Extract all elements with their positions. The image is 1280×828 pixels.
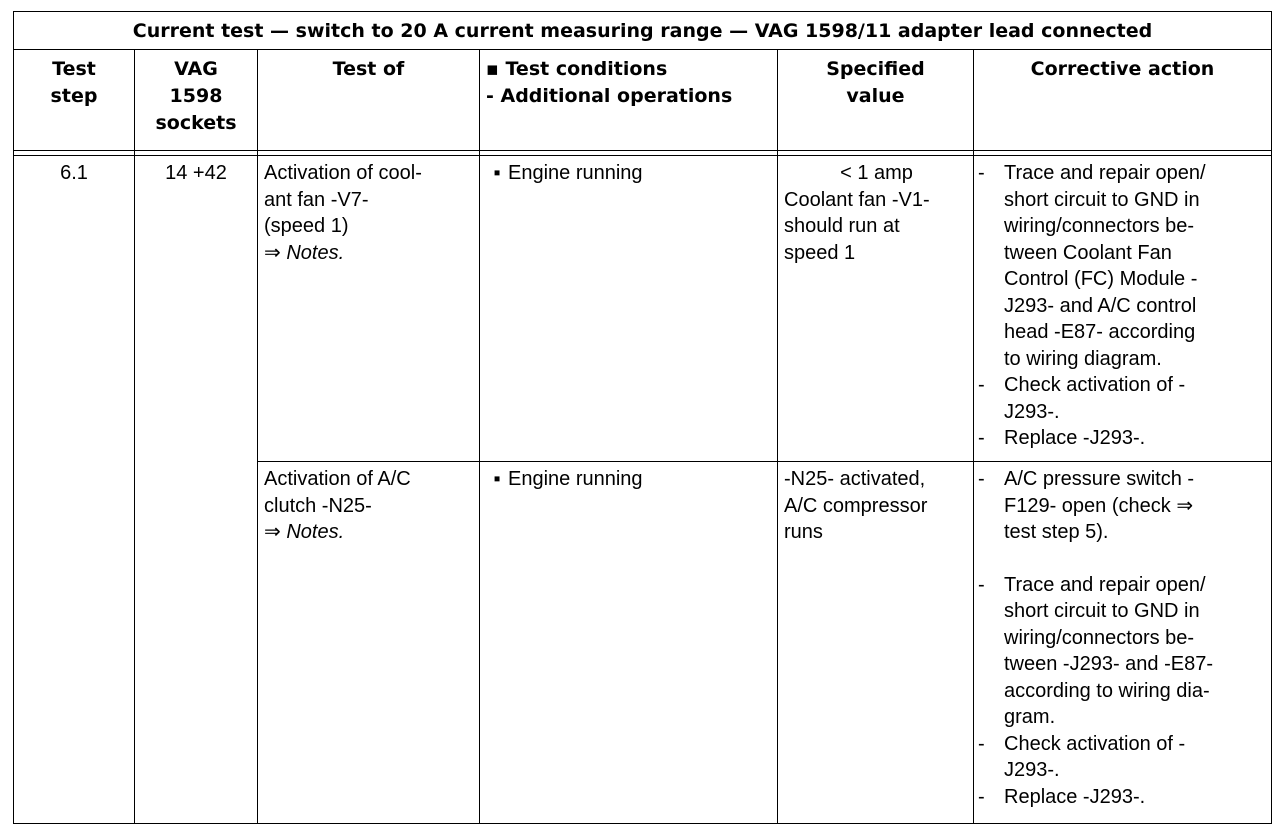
corrective-line: Trace and repair open/ (1004, 573, 1206, 596)
test-of-line: Activation of cool- (264, 162, 422, 184)
test-table-container (13, 11, 1271, 819)
corrective-action-cell (974, 462, 1272, 824)
bullet-icon: ▪ (493, 468, 501, 490)
condition-text: Engine running (508, 162, 643, 184)
specified-value-cell (778, 156, 974, 462)
corrective-line: short circuit to GND in (1004, 600, 1200, 622)
corrective-line: Trace and repair open/ (1004, 162, 1206, 184)
corrective-line: Replace -J293-. (1004, 427, 1146, 449)
test-of-cell (258, 156, 480, 462)
corrective-line: short circuit to GND in (1004, 188, 1200, 211)
test-table (13, 11, 1272, 824)
corrective-line: A/C pressure switch - (1004, 468, 1195, 490)
arrow-right-icon: ⇒ (264, 241, 281, 264)
corrective-line: J293- and A/C control (1004, 294, 1197, 317)
specified-line: Coolant fan -V1- (784, 188, 930, 211)
header-sockets-line: 1598 (169, 85, 223, 107)
test-of-line: (speed 1) (264, 215, 349, 237)
dash-marker: - (978, 468, 985, 490)
corrective-line: according to wiring dia- (1004, 679, 1210, 702)
sockets-cell: 14 +42 (135, 156, 258, 824)
corrective-line: F129- open (check ⇒ (1004, 494, 1194, 517)
corrective-line: tween Coolant Fan (1004, 241, 1172, 264)
header-test-of: Test of (258, 50, 480, 151)
header-sockets-line: VAG (174, 58, 218, 80)
notes-link[interactable] (264, 240, 475, 267)
conditions-cell (480, 462, 778, 824)
specified-line: runs (784, 521, 823, 543)
corrective-line: gram. (1004, 706, 1056, 728)
specified-line: < 1 amp (840, 162, 913, 184)
header-sockets-line: sockets (155, 112, 237, 134)
corrective-item (978, 466, 1271, 546)
table-row (14, 156, 1272, 462)
header-specified-line: Specified (826, 58, 925, 80)
corrective-item (978, 572, 1271, 731)
header-conditions (480, 50, 778, 151)
notes-link-label: Notes. (286, 241, 345, 264)
header-corrective-action: Corrective action (974, 50, 1272, 151)
specified-value-cell (778, 462, 974, 824)
dash-marker: - (978, 374, 985, 396)
header-test-step (14, 50, 135, 151)
corrective-item (978, 425, 1271, 452)
dash-marker: - (978, 427, 985, 449)
corrective-action-cell (974, 156, 1272, 462)
corrective-line: to wiring diagram. (1004, 347, 1162, 370)
header-sockets (135, 50, 258, 151)
header-specified-value (778, 50, 974, 151)
test-step-cell: 6.1 (14, 156, 135, 824)
header-conditions-line: - Additional operations (486, 85, 733, 107)
header-test-step-line: Test (52, 58, 96, 80)
dash-marker: - (978, 162, 985, 184)
dash-marker: - (978, 573, 985, 596)
corrective-line: wiring/connectors be- (1004, 626, 1195, 649)
corrective-item (978, 372, 1271, 425)
specified-line: A/C compressor (784, 494, 928, 517)
corrective-line: Check activation of - (1004, 732, 1186, 755)
corrective-line: Control (FC) Module - (1004, 268, 1198, 290)
corrective-line: test step 5). (1004, 521, 1109, 543)
dash-marker: - (978, 732, 985, 755)
header-conditions-line: ▪ Test conditions (486, 58, 668, 80)
dash-marker: - (978, 785, 985, 808)
bullet-icon: ▪ (493, 162, 501, 184)
corrective-line: Check activation of - (1004, 374, 1186, 396)
corrective-item (978, 731, 1271, 784)
conditions-cell (480, 156, 778, 462)
header-test-step-line: step (50, 85, 98, 107)
test-of-cell (258, 462, 480, 824)
corrective-line: wiring/connectors be- (1004, 215, 1195, 237)
notes-link-label: Notes. (286, 521, 345, 543)
specified-line: -N25- activated, (784, 468, 926, 490)
specified-line: should run at (784, 215, 900, 237)
arrow-right-icon: ⇒ (264, 521, 281, 543)
table-title: Current test — switch to 20 A current measuring range — VAG 1598/11 adapter lead connected (14, 12, 1272, 50)
corrective-line: head -E87- according (1004, 321, 1196, 343)
condition-text: Engine running (508, 468, 643, 490)
corrective-line: Replace -J293-. (1004, 785, 1146, 808)
header-specified-line: value (846, 85, 905, 107)
test-of-line: clutch -N25- (264, 494, 372, 517)
test-of-line: Activation of A/C (264, 468, 411, 490)
corrective-line: tween -J293- and -E87- (1004, 653, 1214, 675)
corrective-line: J293-. (1004, 400, 1060, 423)
corrective-item (978, 160, 1271, 372)
notes-link[interactable] (264, 519, 475, 546)
test-of-line: ant fan -V7- (264, 188, 369, 211)
corrective-line: J293-. (1004, 759, 1060, 781)
corrective-item (978, 784, 1271, 811)
specified-line: speed 1 (784, 241, 856, 264)
